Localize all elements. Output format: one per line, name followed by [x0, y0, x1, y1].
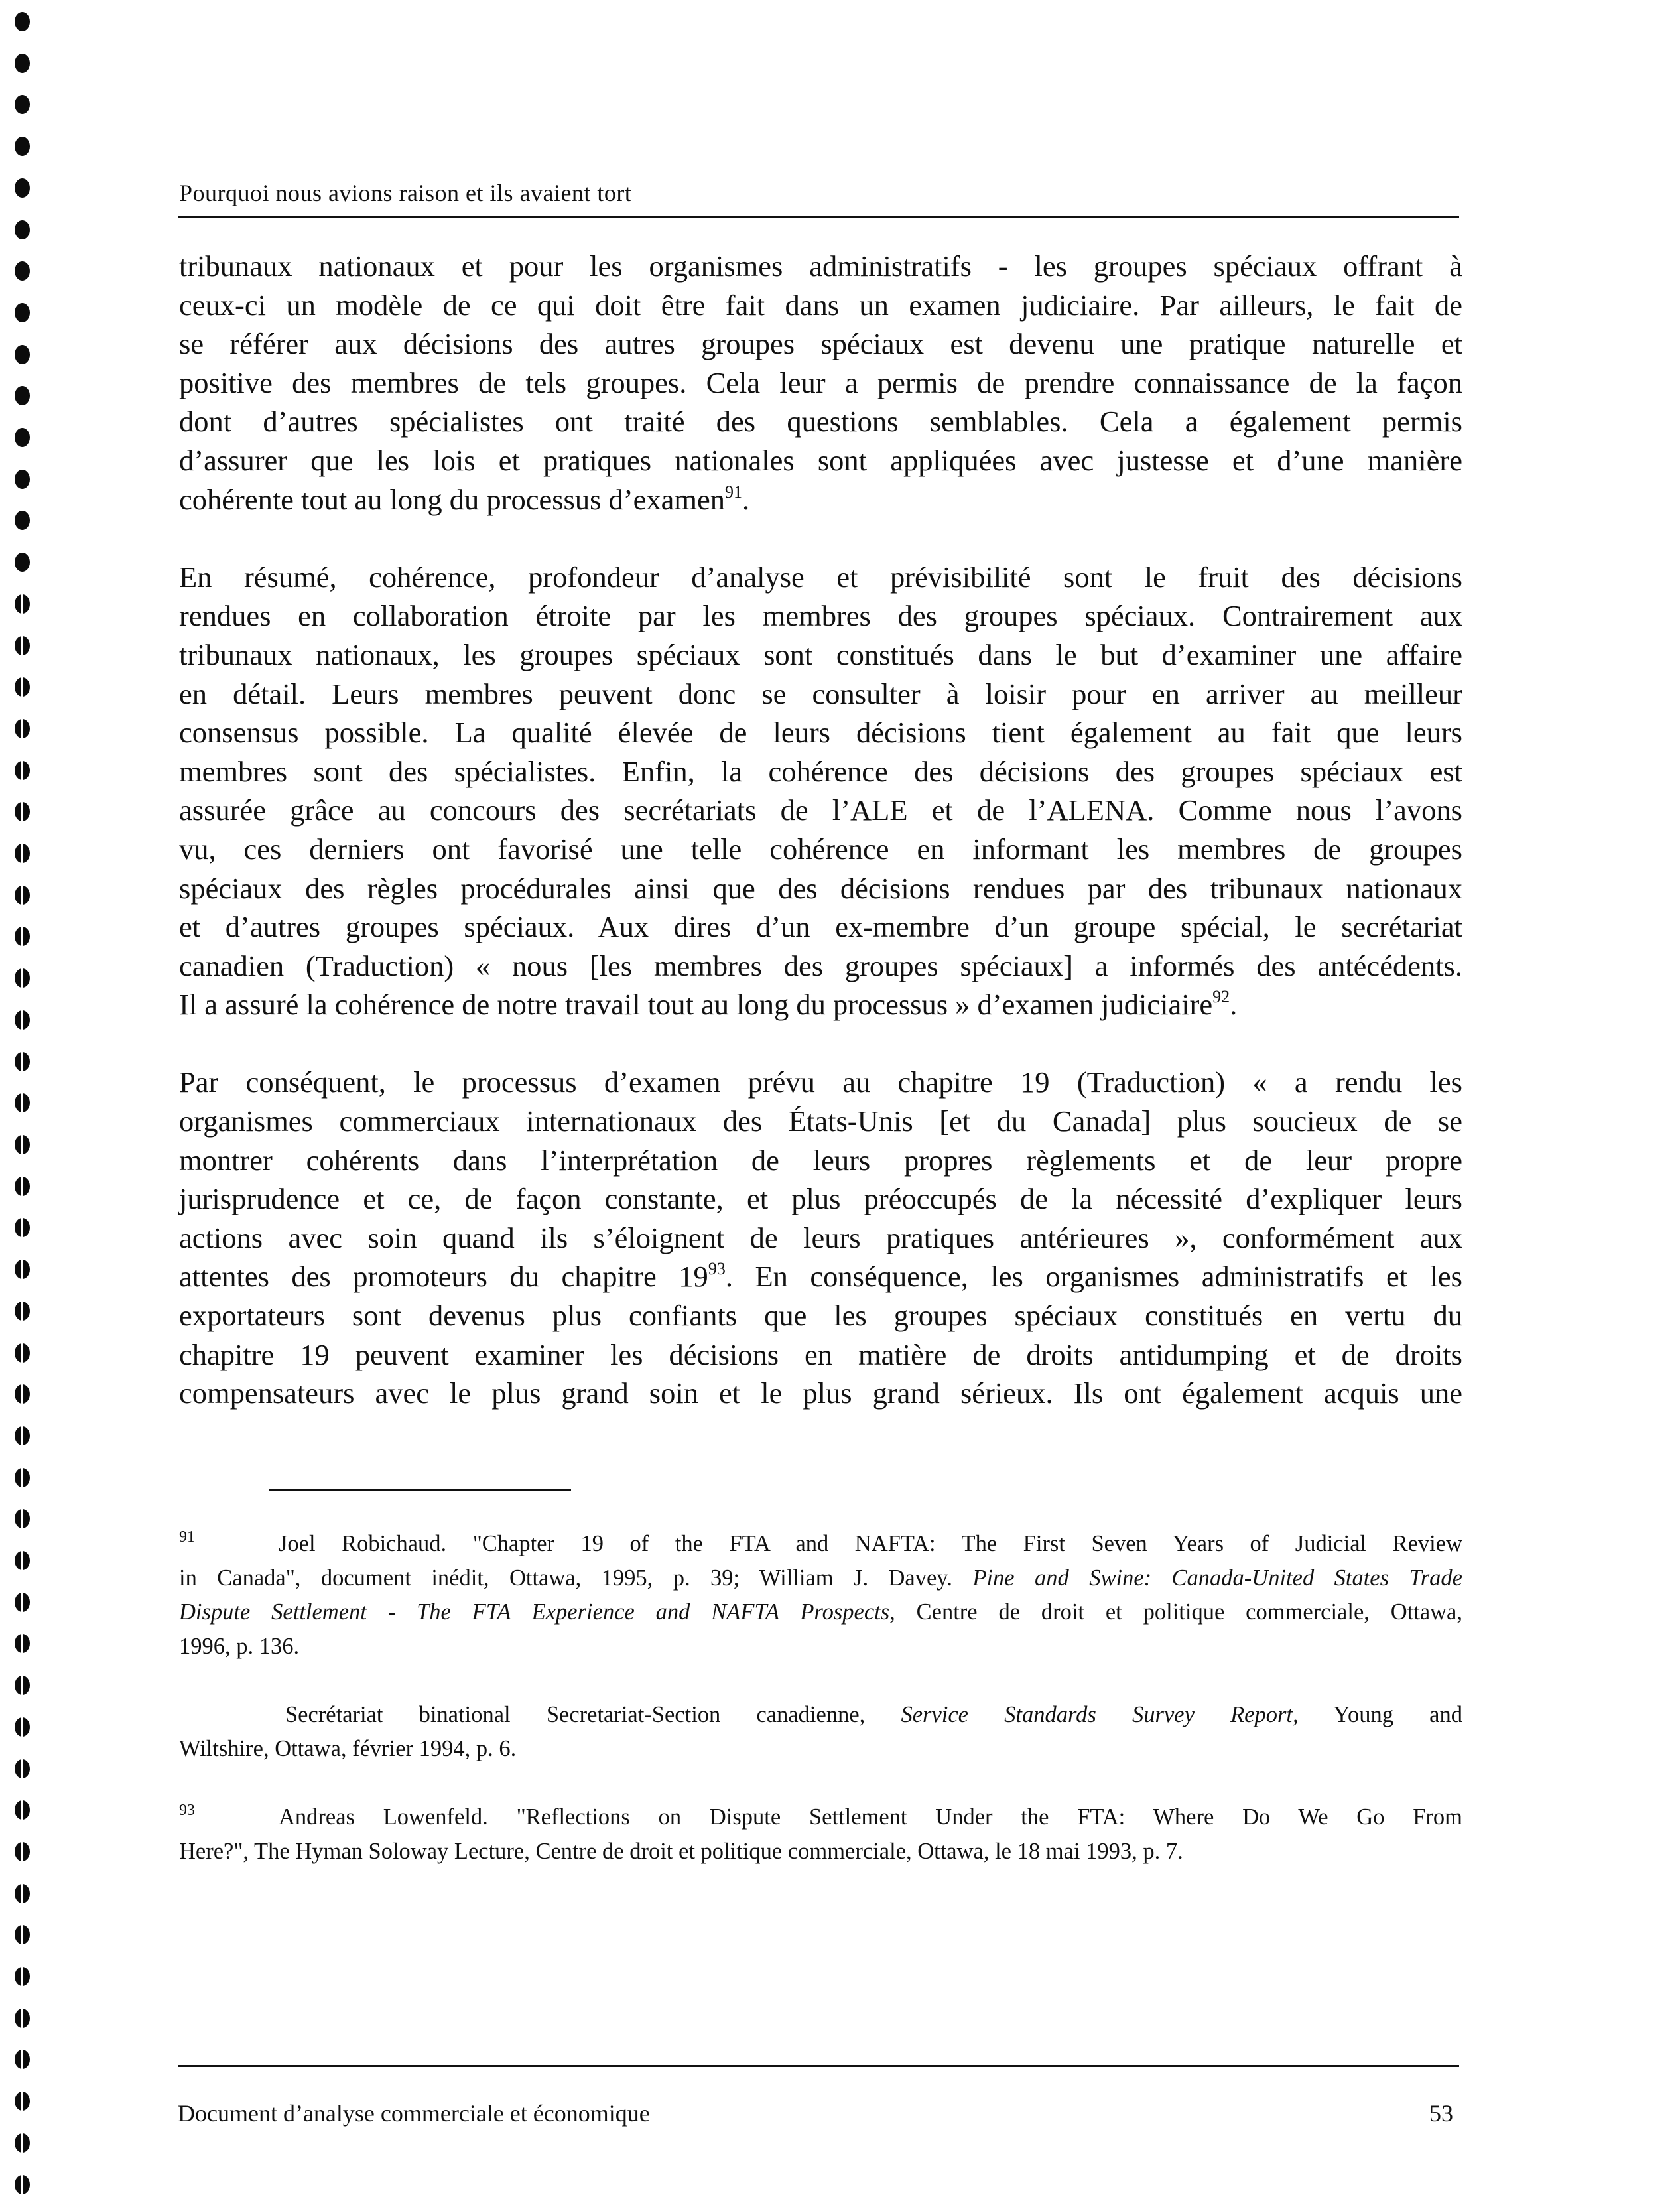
binder-hole	[15, 886, 30, 905]
binder-hole	[15, 54, 30, 73]
text-line: se référer aux décisions des autres groupes spéciaux est devenu une pratique naturelle et	[179, 327, 1462, 361]
text-segment: .	[1230, 988, 1238, 1022]
binder-hole	[15, 137, 30, 156]
binder-hole	[15, 1177, 30, 1196]
text-line	[179, 1257, 1462, 1296]
binder-hole	[15, 1551, 30, 1570]
binder-hole	[15, 2133, 30, 2153]
text-segment: cohérente tout au long du processus d’examen	[179, 482, 725, 516]
binder-hole	[15, 719, 30, 738]
running-head: Pourquoi nous avions raison et ils avaient tort	[179, 180, 632, 206]
footnote	[179, 1698, 1462, 1767]
text-line: en détail. Leurs membres peuvent donc se consulter à loisir pour en arriver au meilleur	[179, 677, 1462, 710]
binder-hole	[15, 2009, 30, 2028]
text-line: organismes commerciaux internationaux des États-Unis [et du Canada] plus soucieux de se	[179, 1104, 1462, 1138]
binder-hole	[15, 95, 30, 114]
footnote-title: Dispute Settlement - The FTA Experience and NAFTA Prospects	[179, 1599, 890, 1625]
binder-hole	[15, 220, 30, 239]
paragraph	[179, 1063, 1462, 1412]
text-line: exportateurs sont devenus plus confiants que les groupes spéciaux constitués en vertu du	[179, 1299, 1462, 1333]
binder-hole	[15, 968, 30, 988]
text-segment: .	[742, 482, 750, 516]
text-line: jurisprudence et ce, de façon constante, et plus préoccupés de la nécessité d’expliquer leurs	[179, 1182, 1462, 1216]
footnote	[179, 1800, 1462, 1869]
text-segment: . En conséquence, les organismes administratifs et les	[725, 1260, 1463, 1294]
footnote-text: , Centre de droit et politique commerciale, Ottawa,	[889, 1599, 1462, 1625]
binder-hole	[15, 1468, 30, 1487]
binder-hole	[15, 1509, 30, 1528]
footnote-text: Joel Robichaud. "Chapter 19 of the FTA and NAFTA: The First Seven Years of Judicial Review	[279, 1531, 1462, 1556]
binder-hole	[15, 1426, 30, 1445]
text-line: tribunaux nationaux, les groupes spéciaux sont constitués dans le but d’examiner une affaire	[179, 637, 1462, 671]
text-line: positive des membres de tels groupes. Cela leur a permis de prendre connaissance de la façon	[179, 366, 1462, 399]
binder-hole	[15, 1842, 30, 1861]
binder-hole	[15, 2050, 30, 2069]
binder-hole	[15, 1384, 30, 1404]
binder-holes	[15, 12, 31, 2194]
binder-hole	[15, 1593, 30, 1612]
binder-hole	[15, 761, 30, 780]
footnote-line: 93 Andreas Lowenfeld. "Reflections on Dispute Settlement Under the FTA: Where Do We Go From	[179, 1802, 1462, 1830]
binder-hole	[15, 1884, 30, 1903]
binder-hole	[15, 553, 30, 572]
text-line: chapitre 19 peuvent examiner les décisions en matière de droits antidumping et de droits	[179, 1337, 1462, 1371]
binder-hole	[15, 1010, 30, 1030]
footer-rule	[178, 2065, 1459, 2067]
text-line: spéciaux des règles procédurales ainsi que des décisions rendues par des tribunaux nationaux	[179, 871, 1462, 905]
footnote-text: Andreas Lowenfeld. "Reflections on Dispute Settlement Under the FTA: Where Do We Go From	[279, 1804, 1462, 1830]
footnote-rule	[269, 1489, 571, 1491]
binder-hole	[15, 428, 30, 447]
binder-hole	[15, 2092, 30, 2111]
binder-hole	[15, 1759, 30, 1778]
binder-hole	[15, 1135, 30, 1154]
body-text	[179, 247, 1462, 1451]
footnote-ref: 92	[1212, 987, 1230, 1007]
text-line: ceux-ci un modèle de ce qui doit être fait dans un examen judiciaire. Par ailleurs, le fait de	[179, 288, 1462, 322]
binder-hole	[15, 1925, 30, 1944]
text-line	[179, 985, 1462, 1024]
binder-hole	[15, 844, 30, 863]
binder-hole	[15, 927, 30, 946]
footnote-title: Pine and Swine: Canada-United States Trade	[972, 1565, 1462, 1591]
text-segment: Il a assuré la cohérence de notre travail tout au long du processus » d’examen judiciaire	[179, 988, 1213, 1022]
binder-hole	[15, 261, 30, 281]
binder-hole	[15, 178, 30, 198]
text-line: assurée grâce au concours des secrétariats de l’ALE et de l’ALENA. Comme nous l’avons	[179, 793, 1462, 827]
binder-hole	[15, 12, 30, 31]
binder-hole	[15, 1052, 30, 1071]
binder-hole	[15, 1676, 30, 1695]
footnote-text: Secrétariat binational Secretariat-Section canadienne,	[285, 1702, 901, 1727]
paragraph	[179, 558, 1462, 1024]
text-line: rendues en collaboration étroite par les membres des groupes spéciaux. Contrairement aux	[179, 599, 1462, 633]
text-line: vu, ces derniers ont favorisé une telle cohérence en informant les membres de groupes	[179, 832, 1462, 866]
binder-hole	[15, 386, 30, 405]
footnote-line	[179, 1595, 1462, 1630]
binder-hole	[15, 1634, 30, 1653]
binder-hole	[15, 1967, 30, 1986]
footnote-line	[179, 1698, 1462, 1733]
footnote-line	[179, 1562, 1462, 1596]
text-line: montrer cohérents dans l’interprétation de leurs propres règlements et de leur propre	[179, 1143, 1462, 1177]
text-line: actions avec soin quand ils s’éloignent de leurs pratiques antérieures », conformément aux	[179, 1221, 1462, 1254]
binder-hole	[15, 1717, 30, 1737]
footnote-text: in Canada", document inédit, Ottawa, 1995, p. 39; William J. Davey.	[179, 1565, 973, 1591]
binder-hole	[15, 677, 30, 697]
binder-hole	[15, 1343, 30, 1363]
text-line: d’assurer que les lois et pratiques nationales sont appliquées avec justesse et d’une manière	[179, 443, 1462, 477]
text-line: Par conséquent, le processus d’examen prévu au chapitre 19 (Traduction) « a rendu les	[179, 1065, 1462, 1099]
text-line: consensus possible. La qualité élevée de leurs décisions tient également au fait que leurs	[179, 716, 1462, 750]
text-line: En résumé, cohérence, profondeur d’analyse et prévisibilité sont le fruit des décisions	[179, 560, 1462, 594]
footnote-ref: 93	[708, 1259, 726, 1279]
text-line	[179, 480, 1462, 519]
header-rule	[178, 216, 1459, 218]
text-line: canadien (Traduction) « nous [les membres des groupes spéciaux] a informés des antécédents.	[179, 949, 1462, 982]
binder-hole	[15, 636, 30, 655]
binder-hole	[15, 594, 30, 614]
footer-title: Document d’analyse commerciale et économique	[178, 2100, 650, 2127]
footnotes	[179, 1527, 1462, 1903]
footnote-text: Young and	[1298, 1702, 1462, 1727]
binder-hole	[15, 470, 30, 489]
binder-hole	[15, 511, 30, 530]
binder-hole	[15, 1302, 30, 1321]
footnote-ref: 91	[725, 482, 742, 501]
text-line: et d’autres groupes spéciaux. Aux dires d’un ex-membre d’un groupe spécial, le secrétariat	[179, 910, 1462, 944]
footnote-title: Service Standards Survey Report,	[901, 1702, 1299, 1727]
footnote	[179, 1527, 1462, 1664]
footnote-line: 91 Joel Robichaud. "Chapter 19 of the FTA and NAFTA: The First Seven Years of Judicial Review	[179, 1528, 1462, 1556]
text-line: compensateurs avec le plus grand soin et le plus grand sérieux. Ils ont également acquis une	[179, 1376, 1462, 1410]
text-line: membres sont des spécialistes. Enfin, la cohérence des décisions des groupes spéciaux est	[179, 754, 1462, 788]
text-segment: attentes des promoteurs du chapitre 19	[179, 1260, 708, 1294]
footnote-line: 1996, p. 136.	[179, 1633, 300, 1659]
binder-hole	[15, 1800, 30, 1820]
binder-hole	[15, 2175, 30, 2194]
text-line: dont d’autres spécialistes ont traité des questions semblables. Cela a également permis	[179, 405, 1462, 438]
footnote-line: Here?", The Hyman Soloway Lecture, Centre de droit et politique commerciale, Ottawa, le 18 mai 1993, p. 7.	[179, 1838, 1183, 1864]
binder-hole	[15, 1218, 30, 1237]
binder-hole	[15, 345, 30, 364]
paragraph	[179, 247, 1462, 519]
binder-hole	[15, 303, 30, 322]
binder-hole	[15, 802, 30, 821]
page-number: 53	[1429, 2100, 1453, 2127]
text-line: tribunaux nationaux et pour les organismes administratifs - les groupes spéciaux offrant à	[179, 249, 1462, 283]
binder-hole	[15, 1093, 30, 1112]
binder-hole	[15, 1260, 30, 1279]
footnote-line: Wiltshire, Ottawa, février 1994, p. 6.	[179, 1736, 517, 1761]
